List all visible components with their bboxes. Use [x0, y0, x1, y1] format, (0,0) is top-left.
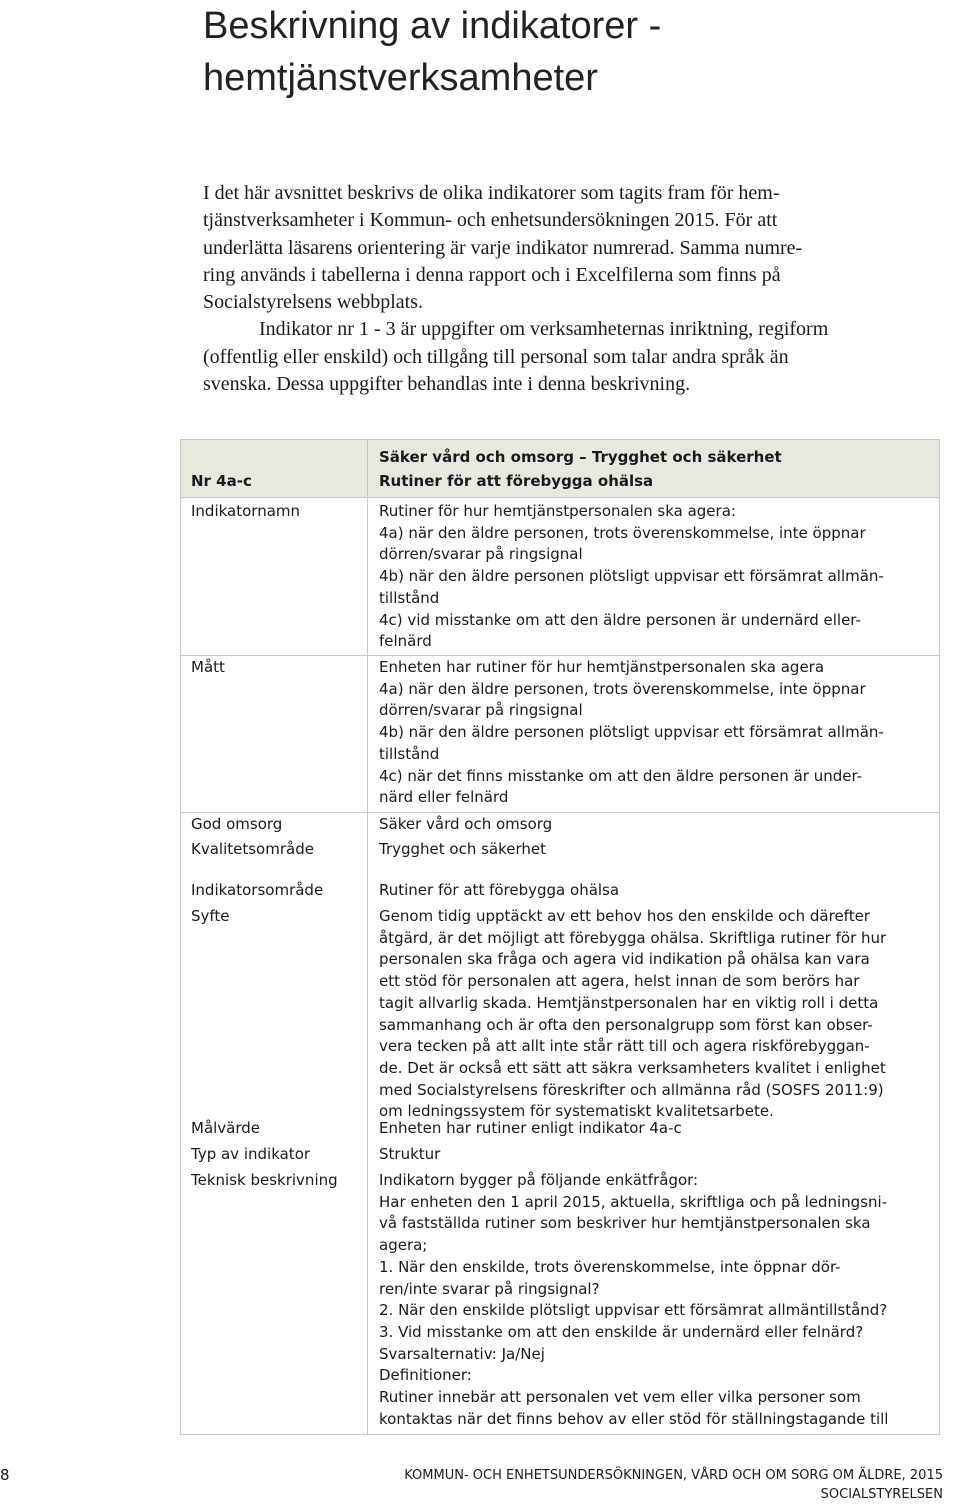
page-number: 8: [0, 1466, 10, 1484]
text-line: Genom tidig upptäckt av ett behov hos den enskilde och därefter: [379, 907, 870, 925]
row-value-matt: [379, 657, 884, 809]
text-line: Svarsalternativ: Ja/Nej: [379, 1344, 545, 1363]
text-line: Enheten har rutiner för hur hemtjänstpersonalen ska agera: [379, 658, 825, 676]
row-value-typ: Struktur: [379, 1145, 441, 1163]
text-line: de. Det är också ett sätt att säkra verksamheters kvalitet i enlighet: [379, 1058, 886, 1077]
intro-line: ring används i tabellerna i denna rapport och i Excelfilerna som finns på: [203, 263, 781, 286]
row-label-syfte: Syfte: [191, 907, 230, 925]
intro-line: I det här avsnittet beskrivs de olika indikatorer som tagits fram för hem-: [203, 182, 780, 204]
text-line: 4c) när det finns misstanke om att den äldre personen är under-: [379, 766, 863, 785]
intro-line: Socialstyrelsens webbplats.: [203, 291, 423, 314]
intro-line: Indikator nr 1 - 3 är uppgifter om verksamheternas inriktning, regiform: [259, 318, 829, 341]
text-line: sammanhang och är ofta den personalgrupp som först kan obser-: [379, 1015, 873, 1034]
text-line: tillstånd: [379, 588, 440, 607]
table-rule: [180, 497, 940, 498]
text-line: ren/inte svarar på ringsignal?: [379, 1279, 600, 1298]
text-line: Har enheten den 1 april 2015, aktuella, skriftliga och på ledningsni-: [379, 1192, 888, 1211]
text-line: personalen ska fråga och agera vid indikation på ohälsa kan vara: [379, 950, 870, 969]
text-line: ett stöd för personalen att agera, helst innan de som berörs har: [379, 972, 860, 991]
text-line: tagit allvarlig skada. Hemtjänstpersonalen har en viktig roll i detta: [379, 993, 879, 1012]
text-line: 4c) vid misstanke om att den äldre personen är undernärd eller-: [379, 610, 861, 629]
header-area-line: Säker vård och omsorg – Trygghet och säkerhet: [379, 448, 782, 466]
text-line: åtgärd, är det möjligt att förebygga ohälsa. Skriftliga rutiner för hur: [379, 928, 887, 947]
text-line: 4b) när den äldre personen plötsligt uppvisar ett försämrat allmän-: [379, 723, 884, 742]
text-line: agera;: [379, 1236, 428, 1255]
text-line: 4a) när den äldre personen, trots överenskommelse, inte öppnar: [379, 679, 866, 698]
row-label-kvalitetsomrade: Kvalitetsområde: [191, 840, 314, 858]
intro-line: underlätta läsarens orientering är varje indikator numrerad. Samma numre-: [203, 236, 803, 259]
table-rule: [367, 439, 368, 1435]
text-line: kontaktas när det finns behov av eller stöd för ställningstagande till: [379, 1409, 889, 1428]
text-line: dörren/svarar på ringsignal: [379, 545, 583, 564]
row-label-matt: Mått: [191, 658, 225, 676]
header-area: [379, 447, 782, 469]
text-line: 2. När den enskilde plötsligt uppvisar ett försämrat allmäntillstånd?: [379, 1301, 888, 1320]
page-title: [203, 0, 943, 104]
table-rule: [939, 439, 940, 1435]
text-line: Indikatorn bygger på följande enkätfrågor:: [379, 1171, 699, 1189]
text-line: vå fastställda rutiner som beskriver hur hemtjänstpersonalen ska: [379, 1214, 871, 1233]
row-value-indikatornamn: [379, 501, 884, 653]
row-label-typ: Typ av indikator: [191, 1145, 311, 1163]
text-line: närd eller felnärd: [379, 788, 509, 807]
text-line: om ledningssystem för systematiskt kvalitetsarbete.: [379, 1102, 774, 1121]
text-line: vera tecken på att allt inte står rätt till och agera riskförebyggan-: [379, 1037, 870, 1056]
row-label-god-omsorg: God omsorg: [191, 815, 283, 833]
header-subtitle: Rutiner för att förebygga ohälsa: [379, 472, 654, 490]
row-label-malvarde: Målvärde: [191, 1119, 261, 1137]
intro-line: svenska. Dessa uppgifter behandlas inte i denna beskrivning.: [203, 373, 691, 396]
indicator-number: Nr 4a-c: [191, 472, 252, 490]
intro-line: tjänstverksamheter i Kommun- och enhetsundersökningen 2015. För att: [203, 209, 778, 232]
intro-line: (offentlig eller enskild) och tillgång till personal som talar andra språk än: [203, 345, 789, 368]
text-line: Rutiner innebär att personalen vet vem eller vilka personer som: [379, 1388, 861, 1407]
text-line: Definitioner:: [379, 1366, 472, 1385]
row-label-teknisk: Teknisk beskrivning: [191, 1171, 338, 1189]
row-value-teknisk: [379, 1170, 888, 1430]
text-line: tillstånd: [379, 744, 440, 763]
row-value-indikatorsomrade: Rutiner för att förebygga ohälsa: [379, 881, 620, 899]
text-line: dörren/svarar på ringsignal: [379, 701, 583, 720]
text-line: felnärd: [379, 632, 432, 651]
row-label-indikatornamn: Indikatornamn: [191, 502, 301, 520]
row-value-kvalitetsomrade: Trygghet och säkerhet: [379, 840, 547, 858]
row-value-malvarde: Enheten har rutiner enligt indikator 4a-c: [379, 1119, 682, 1137]
table-rule: [180, 439, 181, 1435]
row-value-god-omsorg: Säker vård och omsorg: [379, 815, 553, 833]
footer-publication: KOMMUN- OCH ENHETSUNDERSÖKNINGEN, VÅRD OCH OM SORG OM ÄLDRE, 2015: [404, 1468, 943, 1483]
footer-publisher: SOCIALSTYRELSEN: [820, 1487, 943, 1502]
page-title-line-1: Beskrivning av indikatorer -: [203, 5, 662, 47]
table-rule: [180, 1434, 940, 1435]
table-rule: [180, 812, 940, 813]
text-line: 3. Vid misstanke om att den enskilde är undernärd eller felnärd?: [379, 1322, 864, 1341]
intro-text: [203, 180, 933, 398]
text-line: 4b) när den äldre personen plötsligt uppvisar ett försämrat allmän-: [379, 567, 884, 586]
row-value-syfte: [379, 906, 886, 1123]
text-line: 4a) när den äldre personen, trots överenskommelse, inte öppnar: [379, 523, 866, 542]
text-line: med Socialstyrelsens föreskrifter och allmänna råd (SOSFS 2011:9): [379, 1080, 884, 1099]
table-rule: [180, 655, 940, 656]
text-line: 1. När den enskilde, trots överenskommelse, inte öppnar dör-: [379, 1257, 841, 1276]
page-title-line-2: hemtjänstverksamheter: [203, 57, 598, 99]
row-label-indikatorsomrade: Indikatorsområde: [191, 881, 324, 899]
table-rule: [180, 439, 940, 440]
text-line: Rutiner för hur hemtjänstpersonalen ska agera:: [379, 502, 736, 520]
